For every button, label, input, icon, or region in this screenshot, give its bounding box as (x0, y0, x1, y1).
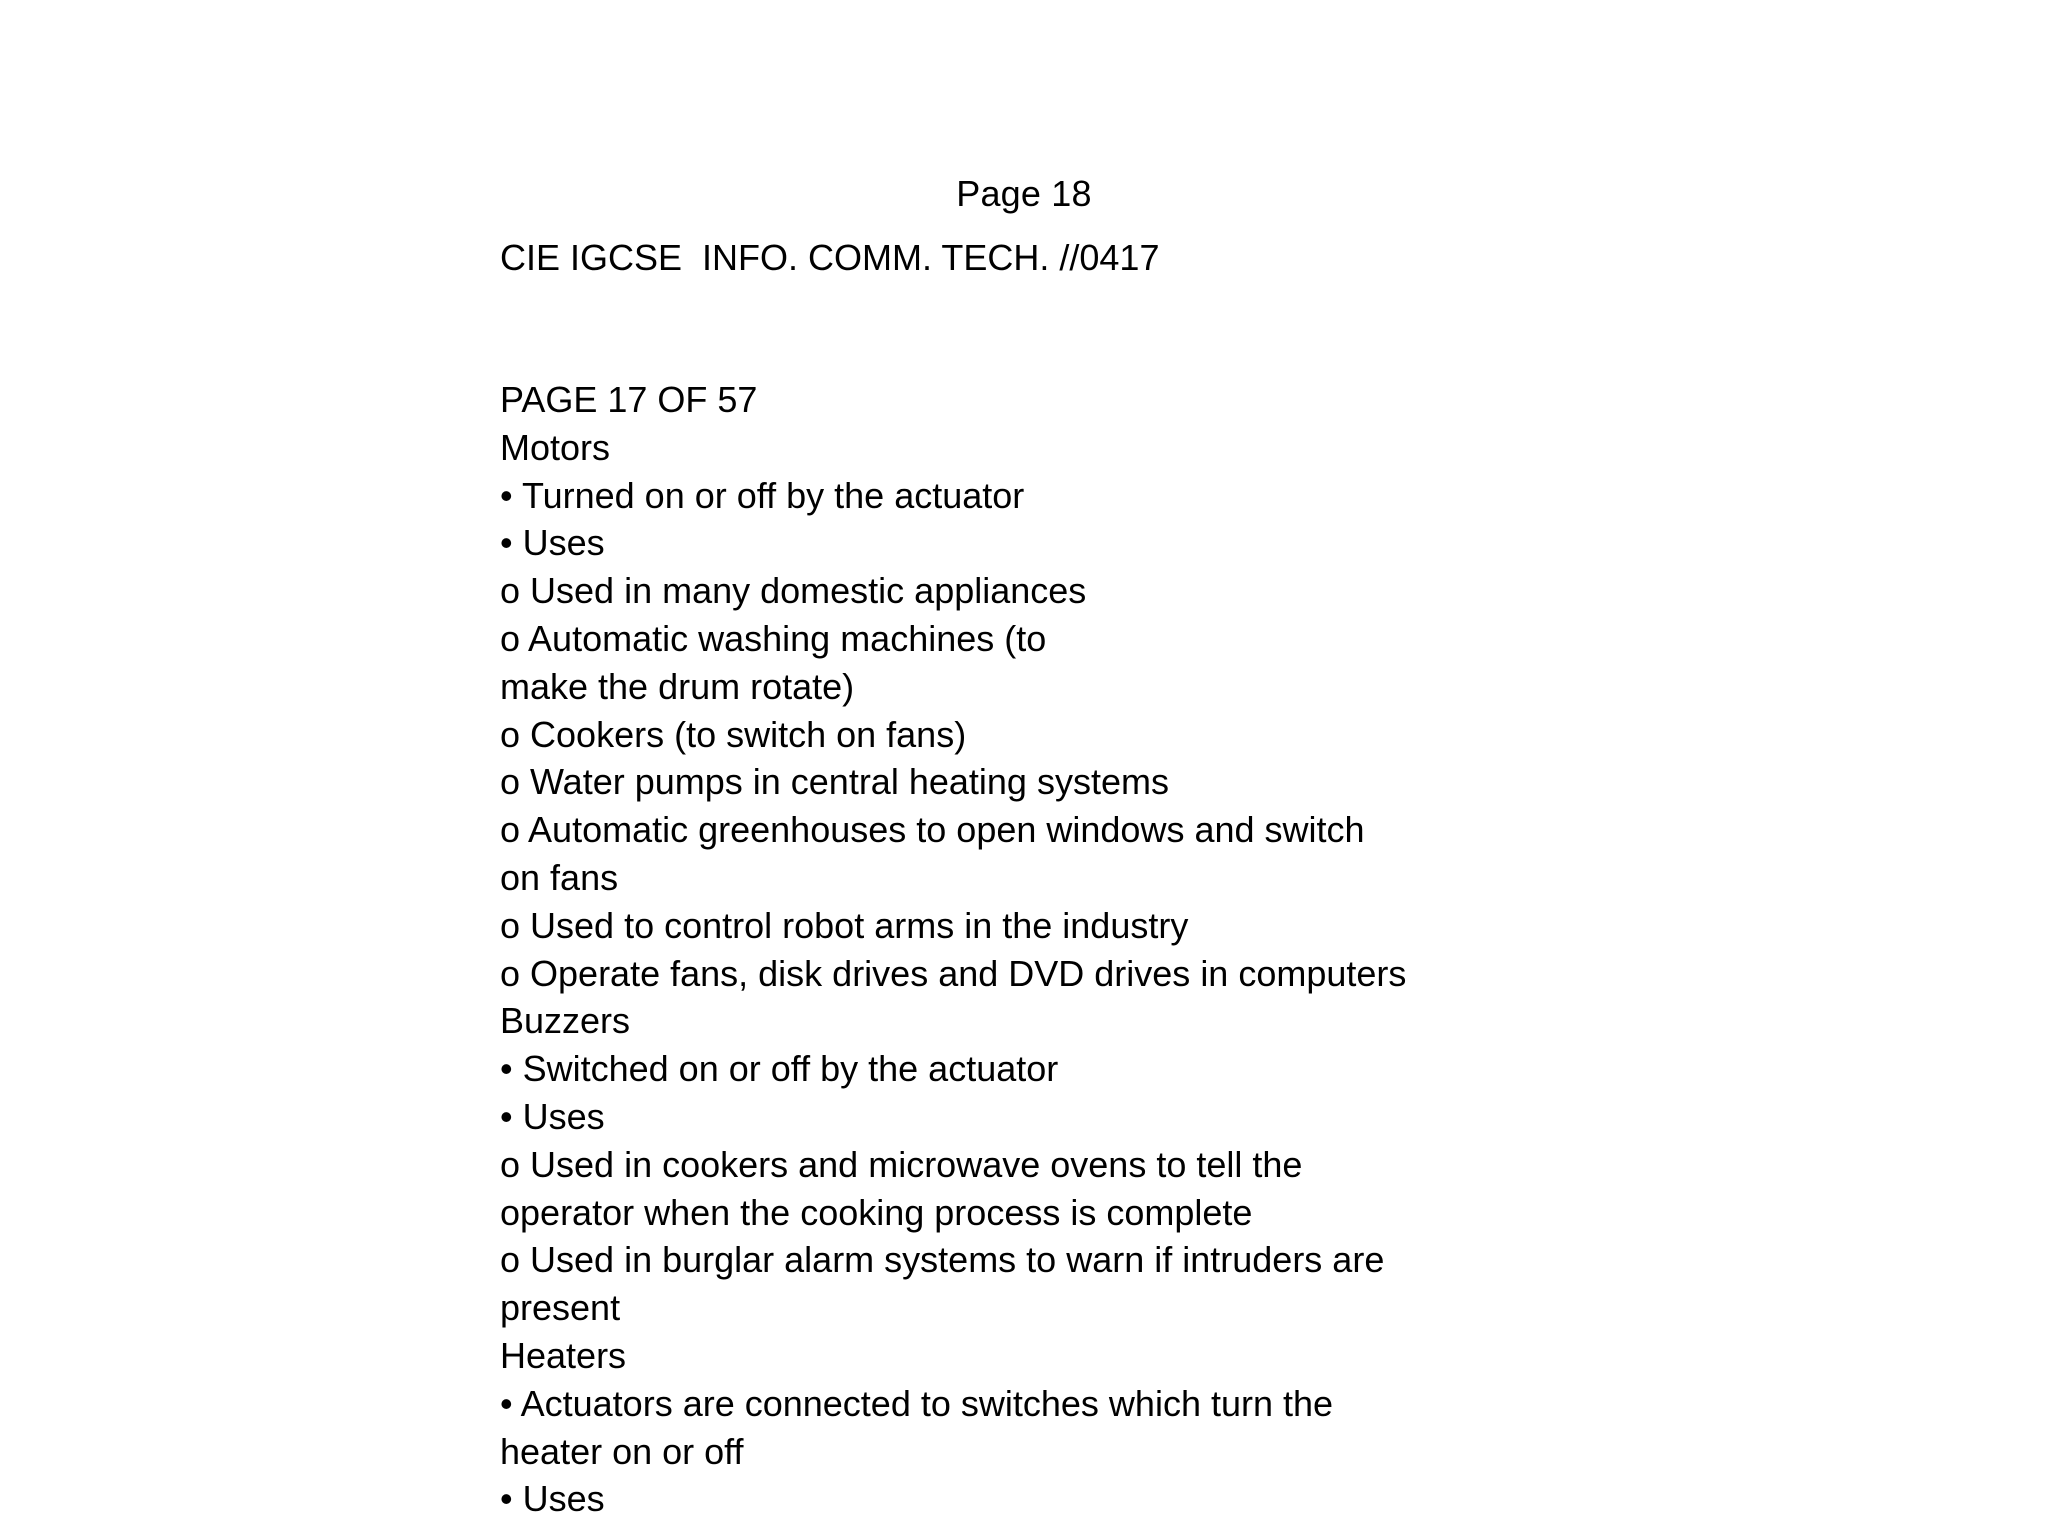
continuation-line: operator when the cooking process is complete (500, 1191, 1253, 1233)
sub-bullet-line: o Automatic greenhouses to open windows and switch (500, 809, 1365, 851)
bullet-line: • Actuators are connected to switches which turn the (500, 1382, 1334, 1424)
sub-bullet-line: o Cookers (to switch on fans) (500, 713, 967, 755)
continuation-line: on fans (500, 856, 619, 898)
continuation-line: make the drum rotate) (500, 665, 855, 707)
page-number: Page 18 (956, 173, 1092, 214)
bullet-line: • Uses (500, 522, 605, 564)
section-heading-buzzers: Buzzers (500, 1000, 631, 1042)
sub-bullet-line: o Water pumps in central heating systems (500, 761, 1169, 803)
bullet-line: • Turned on or off by the actuator (500, 474, 1025, 516)
sub-bullet-line: o Used to control robot arms in the industry (500, 904, 1189, 946)
sub-bullet-line: o Operate fans, disk drives and DVD drives in computers (500, 952, 1407, 994)
sub-bullet-line: o Used in many domestic appliances (500, 570, 1087, 612)
sub-bullet-line: o Used in cookers and microwave ovens to tell the (500, 1143, 1303, 1185)
continuation-line: heater on or off (500, 1430, 744, 1472)
bullet-line: • Uses (500, 1478, 605, 1520)
document-header: CIE IGCSE INFO. COMM. TECH. //0417 (500, 237, 1160, 278)
section-heading-heaters: Heaters (500, 1334, 627, 1376)
sub-bullet-line: o Automatic washing machines (to (500, 617, 1047, 659)
sub-bullet-line: o Used in burglar alarm systems to warn if intruders are (500, 1239, 1385, 1281)
bullet-line: • Uses (500, 1095, 605, 1137)
page-count-line: PAGE 17 OF 57 (500, 379, 758, 420)
document-body (500, 376, 1500, 1523)
bullet-line: • Switched on or off by the actuator (500, 1048, 1059, 1090)
section-heading-motors: Motors (500, 426, 611, 468)
continuation-line: present (500, 1287, 621, 1329)
